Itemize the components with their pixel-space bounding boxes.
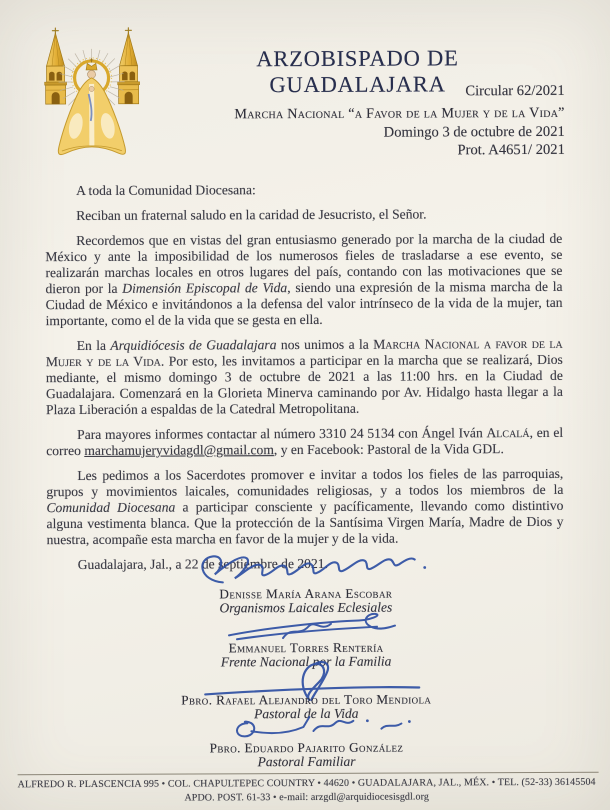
signer-role-3: Pastoral de la Vida bbox=[254, 705, 359, 722]
document-subject: Marcha Nacional “a Favor de la Mujer y de la Vida” bbox=[234, 104, 565, 123]
body-paragraph-2: En la Arquidiócesis de Guadalajara nos unimos a la Marcha Nacional a favor de la Mujer y de la Vida. Por esto, les invitamos a participar en la marcha que se realizará, Dios mediante, el mismo domingo 3 de octubre de 2021 a las 11:00 hrs. en la Ciudad de Guadalajara. Comenzará en la Glorieta Minerva caminando por Av. Hidalgo hasta llegar a la Plaza Liberación a espaldas de la Catedral Metropolitana. bbox=[45, 335, 563, 418]
signer-name-3: Pbro. Rafael Alejandro del Toro Mendiola bbox=[181, 691, 432, 708]
body-paragraph-3: Para mayores informes contactar al número 3310 24 5134 con Ángel Iván Alcalá, en el correo marchamujeryvidagdl@gmail.com, y en Facebook: Pastoral de la Vida GDL. bbox=[46, 424, 564, 459]
greeting-line: Reciban un fraternal saludo en la caridad de Jesucristo, el Señor. bbox=[76, 206, 427, 223]
signer-role-4: Pastoral Familiar bbox=[257, 753, 356, 770]
place-dateline: Guadalajara, Jal., a 22 de septiembre de 2021. bbox=[77, 555, 328, 572]
signer-role-1: Organismos Laicales Eclesiales bbox=[219, 599, 393, 616]
protocol-number: Prot. A4651/ 2021 bbox=[457, 141, 565, 159]
salutation: A toda la Comunidad Diocesana: bbox=[76, 182, 256, 198]
letter-body bbox=[45, 181, 564, 582]
signature-ink-denisse bbox=[189, 547, 439, 588]
signer-name-1: Denisse María Arana Escobar bbox=[219, 585, 393, 602]
body-paragraph-1: Recordemos que en vistas del gran entusiasmo generado por la marcha de la ciudad de México y ante la imposibilidad de los numerosos fieles de trasladarse a ese evento, se realizarán marchas locales en otros lugares del país, contando con las motivaciones que se dieron por la Dimensión Episcopal de Vida, siendo una expresión de la misma marcha de la Ciudad de México e invitándonos a la defensa del valor intrínseco de la vida de la mujer, tan importante, como el de la vida que se gesta en ella. bbox=[45, 230, 563, 329]
organization-title: ARZOBISPADO DE GUADALAJARA bbox=[256, 45, 459, 98]
footer-divider bbox=[18, 772, 599, 776]
signer-name-4: Pbro. Eduardo Pajarito González bbox=[209, 739, 404, 756]
footer-contact-line: APDO. POST. 61-33 • e-mail: arzgdl@arquidiocesisgdl.org bbox=[184, 791, 429, 804]
body-paragraph-4: Les pedimos a los Sacerdotes promover e invitar a todos los fieles de las parroquias, grupos y movimientos laicales, comunidades religiosas, y a todos los miembros de la Comunidad Diocesana a participar consciente y pacíficamente, llevando como distintivo alguna vestimenta blanca. Que la protección de la Santísima Virgen María, Madre de Dios y nuestra, acompañe esta marcha en favor de la mujer y de la vida. bbox=[46, 465, 564, 548]
footer-address-line: ALFREDO R. PLASCENCIA 995 • COL. CHAPULTEPEC COUNTRY • 44620 • GUADALAJARA, JAL., MÉX. • TEL. (52-33) 36145504 bbox=[17, 776, 596, 791]
circular-number: Circular 62/2021 bbox=[465, 82, 565, 100]
signer-role-2: Frente Nacional por la Familia bbox=[220, 653, 392, 670]
event-date: Domingo 3 de octubre de 2021 bbox=[383, 123, 565, 141]
archdiocese-crest-icon bbox=[34, 25, 149, 163]
signer-name-2: Emmanuel Torres Rentería bbox=[228, 639, 384, 656]
